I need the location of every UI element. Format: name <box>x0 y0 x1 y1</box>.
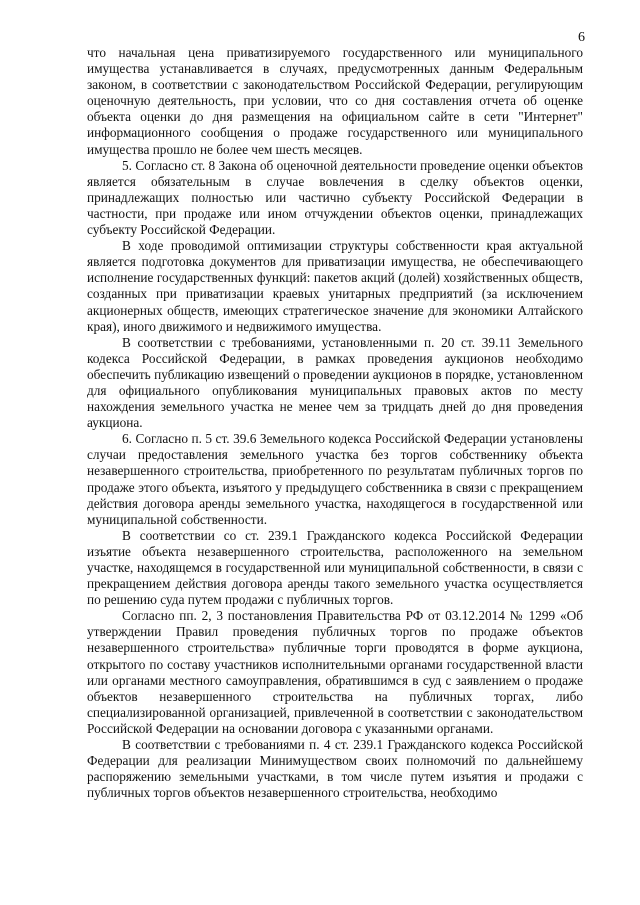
paragraph-8: В соответствии с требованиями п. 4 ст. 239.1 Гражданского кодекса Российской Федерации для реализации Минимуществом своих полномочий по дальнейшему распоряжению земельными участками, в том числе путем изъятия и продажи с публичных торгов объектов незавершенного строительства, необходимо <box>87 737 583 801</box>
paragraph-2: 5. Согласно ст. 8 Закона об оценочной деятельности проведение оценки объектов является обязательным в случае вовлечения в сделку объектов оценки, принадлежащих полностью или частично субъекту Российской Федерации в частности, при продаже или ином отчуждении объектов оценки, принадлежащих субъекту Российской Федерации. <box>87 157 583 238</box>
paragraph-1: что начальная цена приватизируемого государственного или муниципального имущества устанавливается в случаях, предусмотренных данным Федеральным законом, в соответствии с законодательством Российской Федерации, регулирующим оценочную деятельность, при условии, что со дня составления отчета об оценке объекта оценки до дня размещения на официальном сайте в сети "Интернет" информационного сообщения о продаже государственного или муниципального имущества прошло не более чем шесть месяцев. <box>87 45 583 157</box>
page-number: 6 <box>578 30 585 45</box>
paragraph-7: Согласно пп. 2, 3 постановления Правительства РФ от 03.12.2014 № 1299 «Об утверждении Правил проведения публичных торгов по продаже объектов незавершенного строительства» публичные торги проводятся в форме аукциона, открытого по составу участников исполнительными органами государственной власти или органами местного самоуправления, обратившимся в суд с заявлением о продаже объектов незавершенного строительства на публичных торгах, либо специализированной организацией, привлеченной в соответствии с законодательством Российской Федерации на основании договора с указанными органами. <box>87 608 583 736</box>
paragraph-4: В соответствии с требованиями, установленными п. 20 ст. 39.11 Земельного кодекса Российской Федерации, в рамках проведения аукционов необходимо обеспечить публикацию извещений о проведении аукционов в порядке, установленном для официального опубликования муниципальных правовых актов по месту нахождения земельного участка не менее чем за тридцать дней до дня проведения аукциона. <box>87 334 583 431</box>
document-body <box>87 45 583 801</box>
paragraph-3: В ходе проводимой оптимизации структуры собственности края актуальной является подготовка документов для приватизации имущества, не обеспечивающего исполнение государственных функций: пакетов акций (долей) хозяйственных обществ, созданных при приватизации краевых унитарных предприятий (за исключением акционерных обществ, имеющих стратегическое значение для экономики Алтайского края), иного движимого и недвижимого имущества. <box>87 238 583 334</box>
paragraph-5: 6. Согласно п. 5 ст. 39.6 Земельного кодекса Российской Федерации установлены случаи предоставления земельного участка без торгов собственнику объекта незавершенного строительства, приобретенного по результатам публичных торгов по продаже этого объекта, изъятого у предыдущего собственника в связи с прекращением действия договора аренды земельного участка, находящегося в государственной или муниципальной собственности. <box>87 431 583 527</box>
paragraph-6: В соответствии со ст. 239.1 Гражданского кодекса Российской Федерации изъятие объекта незавершенного строительства, расположенного на земельном участке, находящемся в государственной или муниципальной собственности, в связи с прекращением действия договора аренды такого земельного участка осуществляется по решению суда путем продажи с публичных торгов. <box>87 527 583 608</box>
